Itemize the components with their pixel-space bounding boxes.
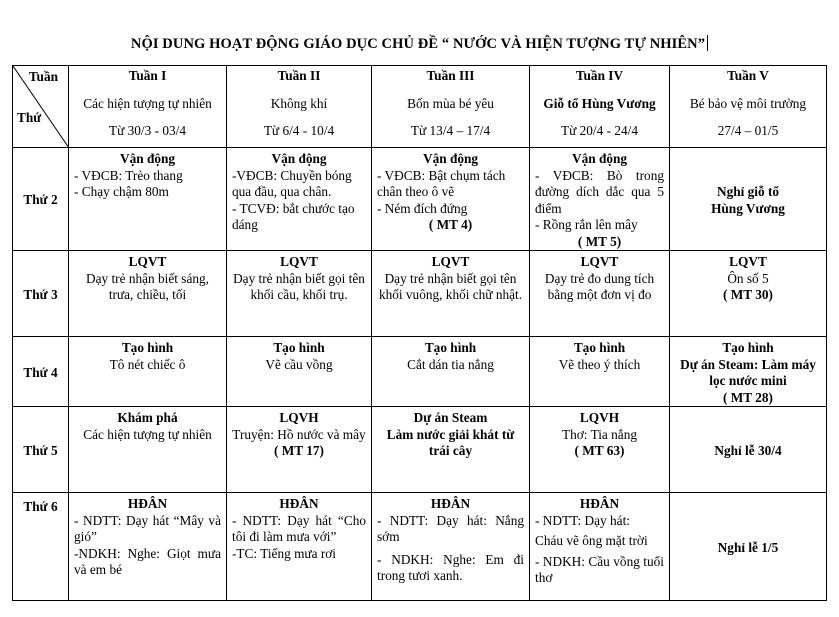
goal-code: ( MT 5) [577,233,622,249]
activity-text: Dự án Steam: Làm máy lọc nước mini [680,356,816,388]
day-label: Thứ 6 [13,493,69,601]
goal-code: ( MT 28) [723,389,773,405]
week-dates: Từ 30/3 - 03/4 [108,123,186,138]
week-topic: Không khí [270,95,328,111]
day-label: Thứ 5 [13,407,69,493]
holiday-text: Nghỉ lễ 1/5 [717,539,779,555]
schedule-table [12,65,827,601]
week-name: Tuần I [128,68,167,83]
activity-text: Làm nước giải khát từ trái cây [386,426,515,458]
activity-title: LQVT [280,254,318,269]
week-name: Tuần III [426,68,475,83]
activity-cell [69,337,227,407]
activity-cell [227,407,372,493]
activity-cell [69,407,227,493]
week-name: Tuần V [727,68,769,83]
goal-code: ( MT 30) [723,287,773,302]
holiday-cell [670,407,827,493]
document-title: NỘI DUNG HOẠT ĐỘNG GIÁO DỤC CHỦ ĐỀ “ NƯỚC VÀ HIỆN TƯỢNG TỰ NHIÊN” [0,35,839,53]
activity-line: - Chạy chậm 80m [74,184,169,199]
activity-line: - NDTT: Dạy hát “Mây và gió” [74,512,221,544]
activity-cell [372,148,530,251]
activity-cell [372,407,530,493]
activity-cell [372,493,530,601]
activity-title: Tạo hình [121,340,174,355]
activity-title: Vận động [271,151,327,166]
activity-cell [372,251,530,337]
activity-text: Vẽ cầu vồng [265,356,333,372]
activity-title: LQVH [579,410,620,425]
week-name: Tuần II [277,68,321,83]
activity-text: Cắt dán tia nắng [407,356,494,372]
corner-label-week: Tuần [28,69,58,84]
row-thursday [13,407,827,493]
activity-line: -TC: Tiếng mưa rơi [232,545,336,561]
activity-title: HĐÂN [430,496,471,511]
activity-text: Ôn số 5 [727,270,769,286]
activity-line: Cháu vẽ ông mặt trời [535,533,648,548]
activity-cell [670,251,827,337]
activity-cell [530,251,670,337]
week-header-2 [227,66,372,148]
activity-text: Vẽ theo ý thích [558,356,641,372]
activity-line: - NDTT: Dạy hát “Cho tôi đi làm mưa với” [232,512,366,544]
activity-text: Truyện: Hồ nước và mây [232,426,366,442]
goal-code: ( MT 4) [428,217,473,232]
week-dates: 27/4 – 01/5 [717,123,779,138]
activity-cell [530,337,670,407]
activity-cell [530,493,670,601]
activity-cell [227,251,372,337]
week-topic: Các hiện tượng tự nhiên [83,95,212,111]
activity-cell [227,493,372,601]
goal-code: ( MT 17) [274,443,324,458]
activity-line: - VĐCB: Trèo thang [74,167,183,183]
row-wednesday [13,337,827,407]
day-label: Thứ 2 [13,148,69,251]
row-monday [13,148,827,251]
activity-text: Dạy trẻ nhận biết gọi tên khối vuông, khối chữ nhật. [378,270,523,302]
holiday-cell [670,493,827,601]
activity-title: Vận động [422,151,479,166]
activity-title: Tạo hình [722,340,774,355]
activity-line: - Ném đích đứng [377,200,468,216]
activity-line: - NDKH: Cầu vồng tuổi thơ [535,553,664,585]
activity-line: - NDTT: Dạy hát: [535,512,630,528]
activity-title: HĐÂN [127,496,168,511]
activity-line: - VĐCB: Bật chụm tách chân theo ô vẽ [377,167,506,199]
activity-cell [372,337,530,407]
day-label: Thứ 4 [13,337,69,407]
activity-line: - Rồng rắn lên mây [535,217,638,232]
activity-text: Thơ: Tia nắng [561,426,637,442]
holiday-line: Nghỉ giỗ tổ [716,184,780,199]
holiday-cell [670,148,827,251]
activity-line: - NDTT: Dạy hát: Nắng sớm [377,512,524,544]
activity-text: Các hiện tượng tự nhiên [83,426,212,442]
activity-title: Tạo hình [273,340,325,355]
week-dates: Từ 6/4 - 10/4 [263,123,335,138]
activity-title: Tạo hình [573,340,626,355]
week-topic: Giỗ tổ Hùng Vương [543,95,656,111]
week-dates: Từ 13/4 – 17/4 [410,123,491,138]
activity-title: LQVT [580,254,619,269]
week-dates: Từ 20/4 - 24/4 [560,123,638,138]
row-tuesday [13,251,827,337]
holiday-text: Nghỉ lễ 30/4 [714,442,782,458]
activity-cell [69,493,227,601]
row-friday [13,493,827,601]
activity-cell [227,148,372,251]
corner-cell [13,66,69,148]
activity-line: -NDKH: Nghe: Giọt mưa và em bé [74,545,221,577]
day-label: Thứ 3 [13,251,69,337]
activity-text: Tô nét chiếc ô [109,356,186,372]
week-name: Tuần IV [575,68,624,83]
header-row [13,66,827,148]
week-topic: Bé bảo vệ môi trường [689,95,807,111]
activity-line: - TCVĐ: bắt chước tạo dáng [232,200,355,232]
goal-code: ( MT 63) [574,443,625,458]
activity-title: Vận động [571,151,628,166]
activity-cell [69,148,227,251]
activity-cell [530,407,670,493]
holiday-line: Hùng Vương [711,200,785,216]
activity-line: - VĐCB: Bò trong đường dích dắc qua 5 điểm [535,167,664,216]
activity-title: LQVT [729,254,767,269]
activity-text: Dạy trẻ nhận biết sáng, trưa, chiều, tối [86,270,209,302]
activity-title: HĐÂN [579,496,620,511]
activity-text: Dạy trẻ nhận biết gọi tên khối cầu, khối trụ. [233,270,365,302]
activity-cell [530,148,670,251]
corner-label-day: Thứ [17,110,42,125]
activity-cell [227,337,372,407]
week-header-3 [372,66,530,148]
activity-title: Vận động [119,151,176,166]
week-header-5 [670,66,827,148]
week-header-1 [69,66,227,148]
activity-cell [670,337,827,407]
week-header-4 [530,66,670,148]
activity-title: LQVH [279,410,319,425]
activity-title: Dự án Steam [413,410,488,425]
activity-text: Dạy trẻ đo dung tích bằng một đơn vị đo [544,270,655,302]
activity-title: Khám phá [117,410,178,425]
activity-line: - NDKH: Nghe: Em đi trong tươi xanh. [377,551,524,583]
activity-title: Tạo hình [424,340,477,355]
activity-cell [69,251,227,337]
activity-title: LQVT [431,254,470,269]
week-topic: Bốn mùa bé yêu [407,95,494,111]
activity-line: -VĐCB: Chuyền bóng qua đầu, qua chân. [232,167,352,199]
text-cursor [707,35,708,51]
activity-title: HĐÂN [279,496,319,511]
activity-title: LQVT [128,254,167,269]
